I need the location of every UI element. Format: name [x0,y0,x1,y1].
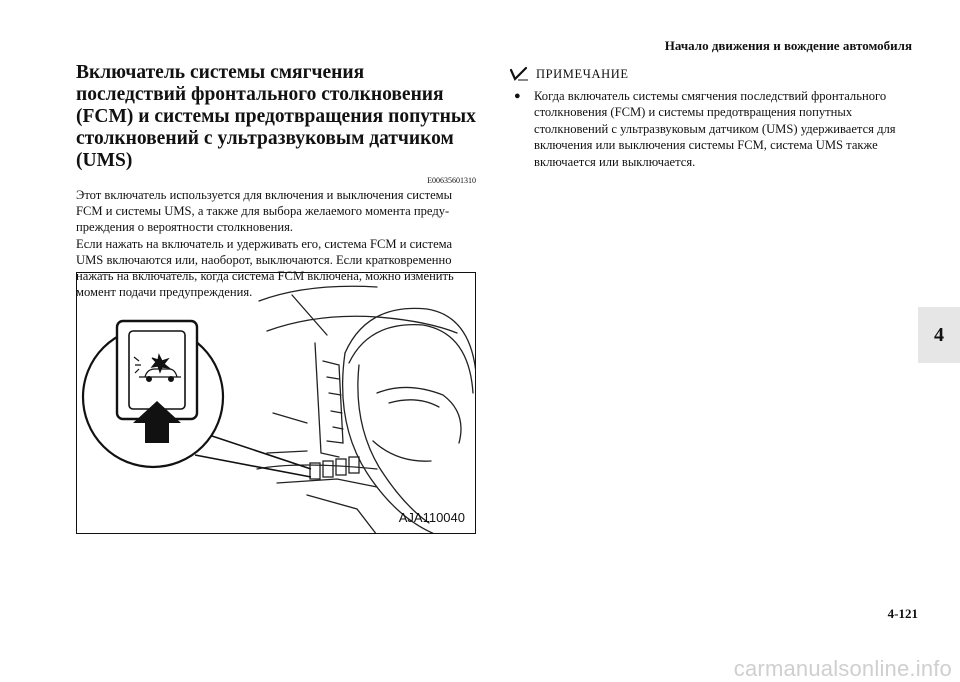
note-header [508,66,903,82]
chapter-number: 4 [934,323,944,346]
note-text: Когда включатель системы смягчения последствий фронтального столкновения (FCM) и системы предотвращения попутных столкновений с ультразвуковым датчиком (UMS) удерживается для включения или выключения системы FCM, система UMS также включается или выключается. [534,89,896,169]
dashboard-illustration [76,272,476,534]
section-header: Начало движения и вождение автомобиля [664,38,912,53]
note-heading: ПРИМЕЧАНИЕ [536,66,629,81]
dashboard-drawing [77,273,476,534]
note-check-icon [508,66,530,82]
paragraph: Этот включатель используется для включения и выключения системы FCM и системы UMS, а также для выбора желаемого момента предупреждения о вероятности столкновения. [76,188,453,235]
article [76,62,476,300]
figure-code: AJA110040 [398,510,465,525]
page-number: 4-121 [887,606,918,621]
article-code: E00635601310 [427,176,476,185]
note-item [508,88,903,170]
bullet-icon: ● [514,90,521,102]
note-block [508,66,903,170]
watermark: carmanualsonline.info [733,656,952,681]
article-title: Включатель системы смягчения последствий фронтального столкновения (FCM) и системы предотвращения попутных столкновений с ультразвуковым датчиком (UMS) [76,62,476,171]
chapter-tab [918,307,960,363]
paragraph: Если нажать на включатель и удерживать его, система FCM и система UMS включаются или, наоборот, выключаются. Если кратковременно нажать на включатель, когда система FCM включена, можно изменить момент подачи предупреждения. [76,236,454,300]
